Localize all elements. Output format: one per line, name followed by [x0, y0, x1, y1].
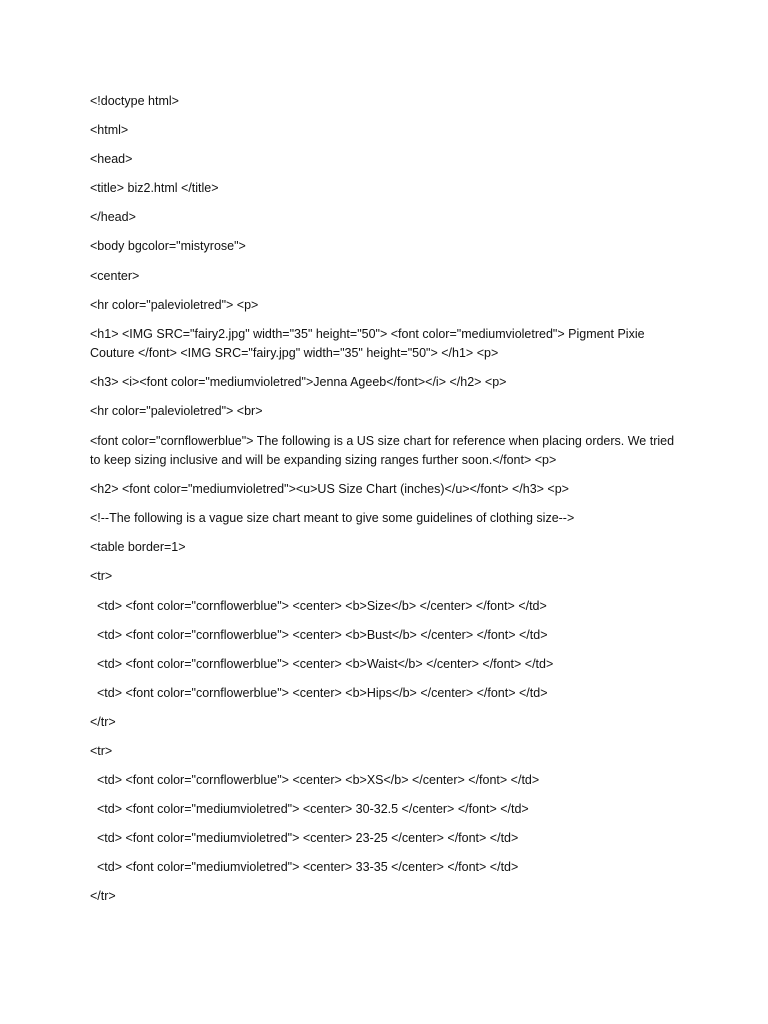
code-line-td-xs-bust: <td> <font color="mediumvioletred"> <center> 30-32.5 </center> </font> </td>	[97, 802, 529, 817]
code-line-body-open: <body bgcolor="mistyrose">	[90, 239, 246, 254]
code-line-td-xs-hips: <td> <font color="mediumvioletred"> <center> 33-35 </center> </font> </td>	[97, 860, 519, 875]
code-line-doctype: <!doctype html>	[90, 94, 179, 108]
code-line-hr-first: <hr color="palevioletred"> <p>	[90, 297, 259, 312]
code-line-tr-close-second: </tr>	[90, 889, 116, 904]
code-line-html-open: <html>	[90, 123, 129, 138]
code-line-td-xs-waist: <td> <font color="mediumvioletred"> <center> 23-25 </center> </font> </td>	[97, 831, 519, 846]
code-line-td-xs: <td> <font color="cornflowerblue"> <center> <b>XS</b> </center> </font> </td>	[97, 773, 540, 788]
code-line-h3-author: <h3> <i><font color="mediumvioletred">Jenna Ageeb</font></i> </h2> <p>	[90, 375, 507, 390]
code-line-comment: <!--The following is a vague size chart meant to give some guidelines of clothing size-->	[90, 511, 575, 526]
code-line-tr-close: </tr>	[90, 714, 116, 729]
code-line-h2-size-chart: <h2> <font color="mediumvioletred"><u>US Size Chart (inches)</u></font> </h3> <p>	[90, 482, 569, 497]
code-line-td-hips: <td> <font color="cornflowerblue"> <center> <b>Hips</b> </center> </font> </td>	[97, 685, 548, 700]
code-line-center-open: <center>	[90, 268, 140, 283]
code-line-head-close: </head>	[90, 210, 136, 225]
code-line-table-open: <table border=1>	[90, 540, 186, 555]
code-line-head-open: <head>	[90, 152, 133, 167]
code-line-td-bust: <td> <font color="cornflowerblue"> <center> <b>Bust</b> </center> </font> </td>	[97, 627, 548, 642]
code-line-h1-heading: <h1> <IMG SRC="fairy2.jpg" width="35" height="50"> <font color="mediumvioletred"> Pigment Pixie Couture </font> <IMG SRC="fairy.jpg" width="35" height="50"> </h1> <p>	[90, 326, 649, 361]
code-line-intro-paragraph: <font color="cornflowerblue"> The following is a US size chart for reference when placing orders. We tried to keep sizing inclusive and will be expanding sizing ranges further soon.</font> <p>	[90, 433, 678, 468]
code-line-tr-open-second: <tr>	[90, 743, 113, 758]
code-line-td-waist: <td> <font color="cornflowerblue"> <center> <b>Waist</b> </center> </font> </td>	[97, 656, 554, 671]
code-line-title: <title> biz2.html </title>	[90, 181, 219, 196]
html-source-listing	[90, 92, 680, 917]
code-line-tr-open: <tr>	[90, 569, 113, 584]
code-line-hr-second: <hr color="palevioletred"> <br>	[90, 404, 263, 419]
code-line-td-size: <td> <font color="cornflowerblue"> <center> <b>Size</b> </center> </font> </td>	[97, 598, 547, 613]
